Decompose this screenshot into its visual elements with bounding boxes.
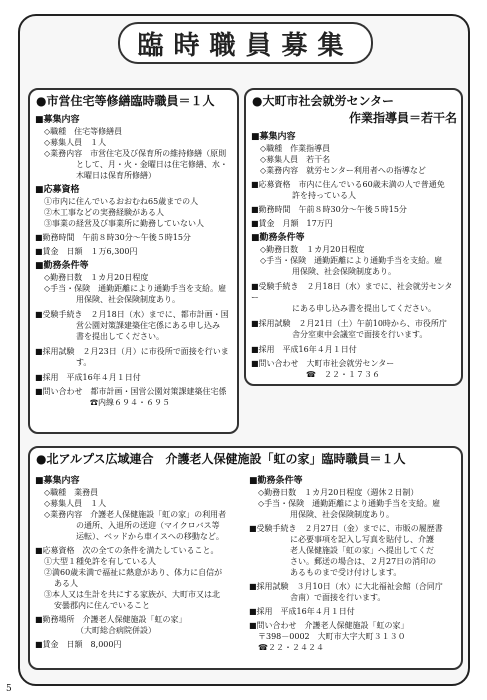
section-heading: ■応募資格 bbox=[35, 185, 80, 195]
work-hours: ■勤務時間 午前８時30分～午後５時15分 bbox=[35, 233, 191, 242]
contact: ■問い合わせ 介護老人保健施設「虹の家」 bbox=[249, 621, 409, 630]
application-cont: 営公園対策課建築住宅係にある申し込み bbox=[76, 321, 220, 330]
qualification-item: ①大型１種免許を有している人 bbox=[44, 557, 156, 566]
page-number: 5 bbox=[6, 684, 12, 694]
exam-cont: 舎南）で面接を行います。 bbox=[290, 593, 386, 602]
exam-cont: す。 bbox=[76, 358, 92, 367]
headcount: ◇募集人員 若干名 bbox=[260, 155, 331, 164]
application-cont: に必要事項を記入し写真を貼付し、介護 bbox=[290, 535, 434, 544]
qualification: ■応募資格 次の全ての条件を満たしていること。 bbox=[35, 546, 219, 555]
application: ■受験手続き ２月18日（水）までに、都市計画・国 bbox=[35, 310, 229, 319]
section-heading: ■募集内容 bbox=[35, 115, 80, 125]
application-cont: あるものまで受け付けします。 bbox=[290, 568, 402, 577]
job-type: ◇職種 住宅等修繕員 bbox=[44, 127, 123, 136]
qualification: ■応募資格 市内に住んでいる60歳未満の人で普通免 bbox=[251, 180, 445, 189]
duties-cont: として、月・火・金曜日は住宅修繕、水・ bbox=[76, 160, 228, 169]
exam: ■採用試験 ３月10日（水）に大北福祉会館（合同庁 bbox=[249, 582, 443, 591]
column-left bbox=[30, 472, 240, 650]
wage: ■賃金 月額 17万円 bbox=[251, 219, 333, 228]
job-type: ◇職種 作業指導員 bbox=[260, 144, 331, 153]
contact-phone: ☎ ２２・１７３６ bbox=[306, 370, 380, 379]
qualification-item: ②満60歳未満で福祉に熱意があり、体力に自信が bbox=[44, 568, 223, 577]
section-heading: ■募集内容 bbox=[35, 476, 80, 486]
section-heading: ■募集内容 bbox=[251, 132, 296, 142]
notice-subtitle: 作業指導員＝若干名 bbox=[348, 111, 457, 125]
work-days: ◇勤務日数 １カ月20日程度 bbox=[44, 273, 149, 282]
headcount: ◇募集人員 １人 bbox=[44, 138, 107, 147]
hire-date: ■採用 平成16年４月１日付 bbox=[35, 373, 141, 382]
application: ■受験手続き ２月18日（水）までに、社会就労センター bbox=[251, 282, 453, 302]
application-cont: さい。郵送の場合は、２月27日の消印の bbox=[290, 557, 437, 566]
recruitment-banner bbox=[118, 22, 373, 64]
notice-care-facility bbox=[28, 446, 463, 670]
work-hours: ■勤務時間 午前８時30分～午後５時15分 bbox=[251, 205, 407, 214]
section-heading: ■勤務条件等 bbox=[251, 233, 305, 243]
exam: ■採用試験 ２月23日（月）に市役所で面接を行いま bbox=[35, 347, 229, 356]
notice-title: ●大町市社会就労センター bbox=[252, 94, 394, 108]
headcount: ◇募集人員 １人 bbox=[44, 499, 107, 508]
allowance-cont: 用保険、社会保険制度あり。 bbox=[292, 267, 396, 276]
allowance: ◇手当・保険 通勤距離により通勤手当を支給。雇 bbox=[44, 284, 227, 293]
application-cont: 書を提出してください。 bbox=[76, 332, 164, 341]
exam: ■採用試験 ２月21日（土）午前10時から、市役所庁 bbox=[251, 319, 447, 328]
qualification: ①市内に住んでいるおおむね65歳までの人 bbox=[44, 197, 199, 206]
application-cont: 老人保健施設「虹の家」へ提出してくだ bbox=[290, 546, 434, 555]
column-right bbox=[244, 472, 462, 653]
allowance: ◇手当・保険 通勤距離により通勤手当を支給。雇 bbox=[260, 256, 443, 265]
work-days: ◇勤務日数 １カ月20日程度 bbox=[260, 245, 365, 254]
contact: ■問い合わせ 都市計画・国営公園対策課建築住宅係 bbox=[35, 387, 227, 396]
application-cont: にある申し込み書を提出してください。 bbox=[292, 304, 436, 313]
section-heading: ■勤務条件等 bbox=[35, 261, 89, 271]
qualification-cont: 許を持っている人 bbox=[292, 191, 356, 200]
wage: ■賃金 日額 １万6,300円 bbox=[35, 247, 138, 256]
duties: ◇業務内容 介護老人保健施設「虹の家」の利用者 bbox=[44, 510, 227, 519]
exam-cont: 舎分室東中会議室で面接を行います。 bbox=[292, 330, 428, 339]
allowance-cont: 用保険、社会保険制度あり。 bbox=[290, 510, 394, 519]
notice-work-center bbox=[244, 88, 463, 386]
notice-title: ●市営住宅等修繕臨時職員＝１人 bbox=[36, 94, 215, 108]
job-type: ◇職種 業務員 bbox=[44, 488, 99, 497]
qualification: ②木工事などの実務経験がある人 bbox=[44, 208, 164, 217]
contact-address: 〒398－0002 大町市大字大町３１３０ bbox=[258, 632, 406, 641]
duties: ◇業務内容 就労センター利用者への指導など bbox=[260, 166, 426, 175]
banner-title: 臨時職員募集 bbox=[137, 30, 354, 61]
allowance: ◇手当・保険 通勤距離により通勤手当を支給。雇 bbox=[258, 499, 441, 508]
allowance-cont: 用保険、社会保険制度あり。 bbox=[76, 295, 180, 304]
notice-housing-repair bbox=[28, 88, 239, 434]
duties-cont: の通所、入退所の送迎（マイクロバス等 bbox=[76, 521, 220, 530]
wage: ■賃金 日額 8,000円 bbox=[35, 640, 122, 649]
duties: ◇業務内容 市営住宅及び保育所の維持修繕（原則 bbox=[44, 149, 227, 158]
notice-title: ●北アルプス広域連合 介護老人保健施設「虹の家」臨時職員＝１人 bbox=[36, 452, 406, 466]
duties-cont: 木曜日は保育所修繕） bbox=[76, 171, 156, 180]
work-place: ■勤務場所 介護老人保健施設「虹の家」 bbox=[35, 615, 187, 624]
work-place-cont: （大町総合病院併設） bbox=[76, 626, 156, 635]
duties-cont: 运転）、ベッドから車イスへの移動など。 bbox=[76, 532, 224, 541]
hire-date: ■採用 平成16年４月１日付 bbox=[249, 607, 355, 616]
contact: ■問い合わせ 大町市社会就労センター bbox=[251, 359, 395, 368]
contact-phone: ☎内線６９４・６９５ bbox=[90, 398, 170, 407]
qualification: ③事業の経営及び事業所に勤務していない人 bbox=[44, 219, 204, 228]
qualification-item: ③本人又は生計を共にする家族が、大町市又は北 bbox=[44, 590, 220, 599]
qualification-cont: 安曇郡内に住んでいること bbox=[54, 601, 150, 610]
application: ■受験手続き ２月27日（金）までに、市販の履歴書 bbox=[249, 524, 443, 533]
work-days: ◇勤務日数 １カ月20日程度（週休２日制） bbox=[258, 488, 419, 497]
section-heading: ■勤務条件等 bbox=[249, 476, 303, 486]
hire-date: ■採用 平成16年４月１日付 bbox=[251, 345, 357, 354]
contact-phone: ☎２２・２４２４ bbox=[258, 643, 324, 652]
qualification-cont: ある人 bbox=[54, 579, 78, 588]
